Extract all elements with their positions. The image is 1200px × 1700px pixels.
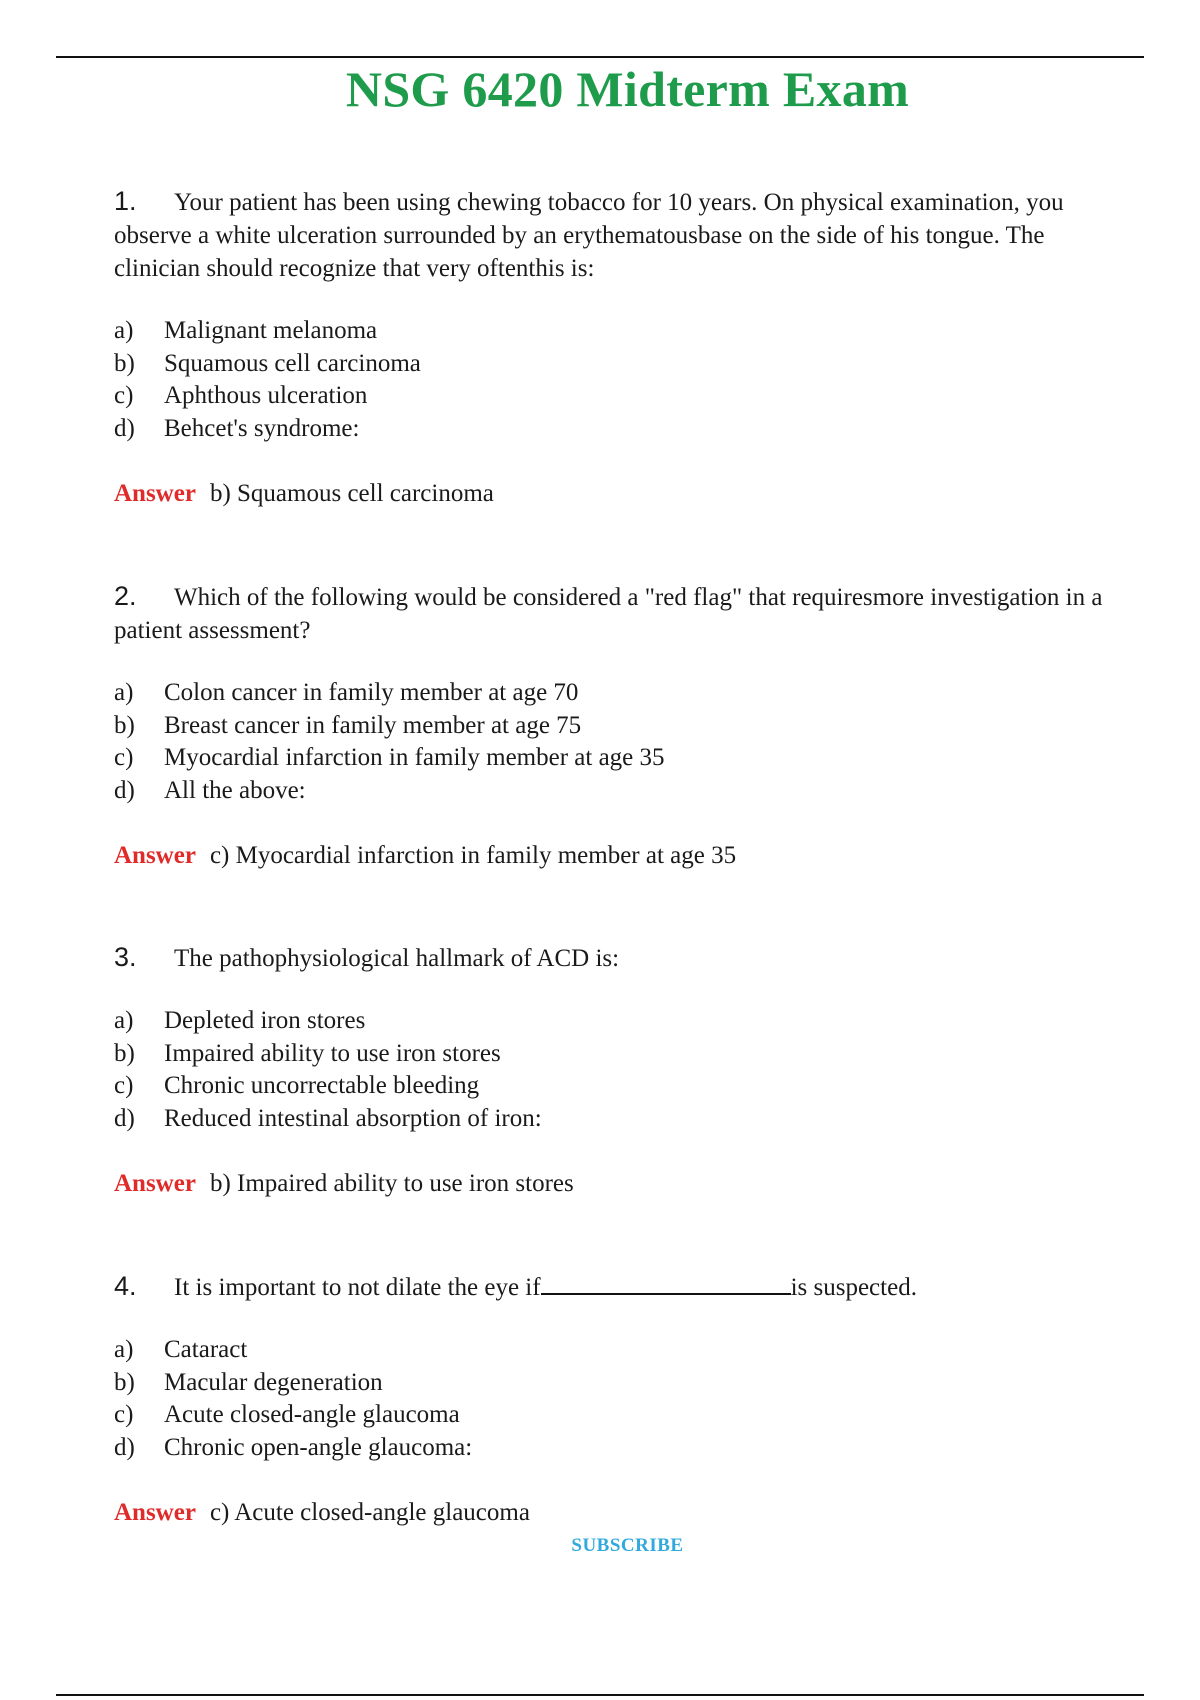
fill-in-blank <box>541 1271 791 1295</box>
question-stem <box>114 185 1134 285</box>
question-3 <box>114 941 1134 1200</box>
option-c[interactable]: c) Aphthous ulceration <box>114 382 368 409</box>
option-list <box>114 1334 1134 1464</box>
answer-label: Answer <box>114 1170 196 1197</box>
answer-text: c) Myocardial infarction in family member at age 35 <box>209 842 737 869</box>
option-a[interactable]: a) Cataract <box>114 1336 248 1363</box>
question-number: 1. <box>114 186 137 216</box>
answer-text: b) Impaired ability to use iron stores <box>209 1170 574 1197</box>
option-b[interactable]: b) Breast cancer in family member at age 75 <box>114 711 582 739</box>
answer-line <box>114 477 1134 510</box>
option-a[interactable]: a) Depleted iron stores <box>114 1007 366 1034</box>
question-text-before: It is important to not dilate the eye if <box>174 1274 541 1301</box>
question-stem <box>114 580 1134 647</box>
option-b[interactable]: b) Squamous cell carcinoma <box>114 349 421 377</box>
option-b[interactable]: b) Impaired ability to use iron stores <box>114 1039 501 1067</box>
option-a[interactable]: a) Colon cancer in family member at age 70 <box>114 679 579 706</box>
question-text: Your patient has been using chewing tobacco for 10 years. On physical examination, you observe a white ulceration surrounded by an erythematousbase on the side of his tongue. The clinician should recognize that very oftenthis is: <box>114 189 1064 282</box>
answer-line <box>114 1167 1134 1200</box>
option-d[interactable]: d) Chronic open-angle glaucoma: <box>114 1433 473 1461</box>
question-text: The pathophysiological hallmark of ACD is: <box>174 945 620 972</box>
question-text: Which of the following would be considered a "red flag" that requiresmore investigation in a patient assessment? <box>114 584 1103 644</box>
question-2 <box>114 580 1134 872</box>
question-1 <box>114 185 1134 510</box>
question-stem <box>114 941 1134 975</box>
answer-line <box>114 1496 1134 1529</box>
bottom-rule <box>56 1694 1144 1696</box>
answer-label: Answer <box>114 842 196 869</box>
option-c[interactable]: c) Acute closed-angle glaucoma <box>114 1401 460 1428</box>
question-number: 3. <box>114 942 137 972</box>
option-a[interactable]: a) Malignant melanoma <box>114 317 378 344</box>
question-number: 4. <box>114 1271 137 1301</box>
question-number: 2. <box>114 581 137 611</box>
option-list <box>114 677 1134 807</box>
question-4 <box>114 1270 1134 1529</box>
answer-label: Answer <box>114 480 196 507</box>
option-c[interactable]: c) Chronic uncorrectable bleeding <box>114 1072 480 1099</box>
answer-label: Answer <box>114 1499 196 1526</box>
question-text-after: is suspected. <box>790 1274 917 1301</box>
page-title: NSG 6420 Midterm Exam <box>345 61 910 117</box>
option-c[interactable]: c) Myocardial infarction in family member at age 35 <box>114 744 665 771</box>
subscribe-link[interactable]: SUBSCRIBE <box>571 1535 684 1556</box>
option-d[interactable]: d) Reduced intestinal absorption of iron: <box>114 1104 542 1132</box>
question-stem <box>114 1270 1134 1304</box>
option-d[interactable]: d) Behcet's syndrome: <box>114 414 360 442</box>
answer-text: b) Squamous cell carcinoma <box>209 480 494 507</box>
option-list <box>114 1005 1134 1135</box>
option-b[interactable]: b) Macular degeneration <box>114 1368 383 1396</box>
option-d[interactable]: d) All the above: <box>114 776 306 804</box>
option-list <box>114 315 1134 445</box>
top-rule <box>56 56 1144 58</box>
answer-text: c) Acute closed-angle glaucoma <box>209 1499 530 1526</box>
answer-line <box>114 839 1134 872</box>
